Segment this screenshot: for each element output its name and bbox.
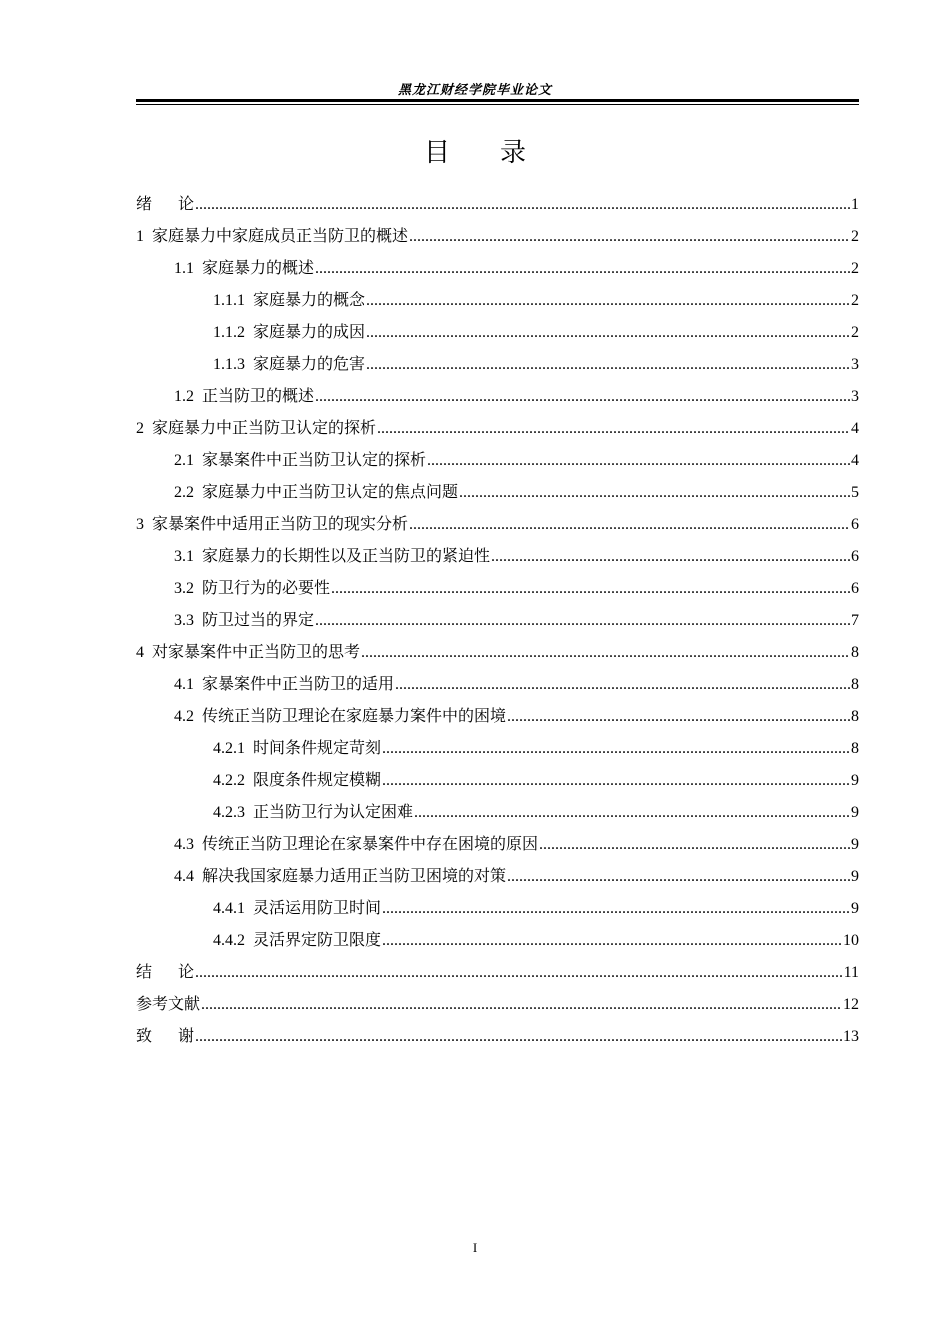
toc-leader-dots <box>382 765 850 796</box>
toc-entry-label: 家庭暴力的概念 <box>253 290 366 309</box>
toc-entry[interactable] <box>136 348 859 380</box>
toc-entry-number: 4.3 <box>174 836 194 853</box>
toc-entry-label: 家暴案件中正当防卫的适用 <box>202 674 395 693</box>
toc-entry[interactable] <box>136 540 859 572</box>
toc-entry-label: 正当防卫行为认定困难 <box>253 802 414 821</box>
toc-entry-number: 1.1 <box>174 260 194 277</box>
toc-entry-page: 4 <box>851 420 859 437</box>
toc-entry-page: 2 <box>851 228 859 245</box>
toc-entry-number: 1.1.3 <box>213 356 245 373</box>
toc-entry-label: 绪论 <box>136 194 221 213</box>
toc-entry-number: 4.4.1 <box>213 900 245 917</box>
toc-entry-page: 9 <box>851 900 859 917</box>
header-rule-thin <box>136 104 859 105</box>
toc-entry-label: 家庭暴力中正当防卫认定的焦点问题 <box>202 482 459 501</box>
toc-leader-dots <box>366 349 850 380</box>
toc-entry[interactable] <box>136 700 859 732</box>
toc-entry-page: 7 <box>851 612 859 629</box>
toc-entry-page: 4 <box>851 452 859 469</box>
toc-leader-dots <box>315 381 850 412</box>
toc-leader-dots <box>382 925 842 956</box>
toc-entry-label: 灵活运用防卫时间 <box>253 898 382 917</box>
toc-entry[interactable] <box>136 284 859 316</box>
toc-entry-number: 4.2 <box>174 708 194 725</box>
toc-entry[interactable] <box>136 572 859 604</box>
toc-leader-dots <box>361 637 850 668</box>
toc-entry-number: 4.2.2 <box>213 772 245 789</box>
toc-entry[interactable] <box>136 444 859 476</box>
toc-leader-dots <box>195 1021 842 1052</box>
toc-entry[interactable] <box>136 316 859 348</box>
toc-entry[interactable] <box>136 188 859 220</box>
toc-entry[interactable] <box>136 412 859 444</box>
toc-entry-page: 5 <box>851 484 859 501</box>
toc-entry-label: 传统正当防卫理论在家暴案件中存在困境的原因 <box>202 834 539 853</box>
toc-entry-page: 9 <box>851 836 859 853</box>
toc-entry[interactable] <box>136 828 859 860</box>
toc-entry-page: 13 <box>843 1028 859 1045</box>
toc-leader-dots <box>366 285 850 316</box>
toc-entry-page: 9 <box>851 772 859 789</box>
toc-entry-number: 2 <box>136 420 144 437</box>
toc-leader-dots <box>331 573 850 604</box>
toc-entry-page: 2 <box>851 292 859 309</box>
toc-entry[interactable] <box>136 764 859 796</box>
toc-leader-dots <box>201 989 842 1020</box>
toc-entry-label: 家庭暴力的成因 <box>253 322 366 341</box>
toc-entry-label: 致谢 <box>136 1026 221 1045</box>
toc-entry[interactable] <box>136 380 859 412</box>
toc-entry-page: 1 <box>851 196 859 213</box>
toc-entry-page: 8 <box>851 708 859 725</box>
toc-leader-dots <box>491 541 850 572</box>
toc-entry-number: 4 <box>136 644 144 661</box>
toc-leader-dots <box>395 669 850 700</box>
toc-entry-number: 4.4 <box>174 868 194 885</box>
toc-entry-number: 3.1 <box>174 548 194 565</box>
running-header-title: 黑龙江财经学院毕业论文 <box>397 83 552 98</box>
toc-leader-dots <box>459 477 850 508</box>
toc-entry[interactable] <box>136 604 859 636</box>
toc-entry-label: 解决我国家庭暴力适用正当防卫困境的对策 <box>202 866 507 885</box>
toc-leader-dots <box>427 445 850 476</box>
toc-entry[interactable] <box>136 1020 859 1052</box>
toc-entry-number: 3 <box>136 516 144 533</box>
toc-entry[interactable] <box>136 860 859 892</box>
toc-entry-page: 3 <box>851 356 859 373</box>
toc-leader-dots <box>409 221 850 252</box>
toc-entry[interactable] <box>136 956 859 988</box>
toc-entry-page: 2 <box>851 260 859 277</box>
toc-entry-page: 6 <box>851 548 859 565</box>
toc-entry-number: 3.2 <box>174 580 194 597</box>
toc-entry-label: 家庭暴力的概述 <box>202 258 315 277</box>
toc-entry-page: 8 <box>851 644 859 661</box>
toc-entry-number: 4.2.1 <box>213 740 245 757</box>
toc-leader-dots <box>539 829 850 860</box>
toc-entry-number: 1.1.2 <box>213 324 245 341</box>
toc-entry-label: 传统正当防卫理论在家庭暴力案件中的困境 <box>202 706 507 725</box>
toc-entry-page: 2 <box>851 324 859 341</box>
toc-heading-right: 录 <box>500 138 527 168</box>
toc-leader-dots <box>315 605 850 636</box>
toc-leader-dots <box>382 733 850 764</box>
toc-entry-label: 参考文献 <box>136 994 201 1013</box>
toc-leader-dots <box>409 509 850 540</box>
table-of-contents <box>136 188 859 1052</box>
toc-entry[interactable] <box>136 796 859 828</box>
toc-leader-dots <box>507 701 850 732</box>
toc-entry[interactable] <box>136 508 859 540</box>
toc-entry-label: 灵活界定防卫限度 <box>253 930 382 949</box>
toc-entry-label: 结论 <box>136 962 221 981</box>
toc-entry-page: 10 <box>843 932 859 949</box>
toc-entry-number: 2.1 <box>174 452 194 469</box>
toc-leader-dots <box>195 957 843 988</box>
toc-entry-number: 1.2 <box>174 388 194 405</box>
toc-entry[interactable] <box>136 636 859 668</box>
toc-entry[interactable] <box>136 668 859 700</box>
toc-entry-label: 时间条件规定苛刻 <box>253 738 382 757</box>
toc-entry[interactable] <box>136 988 859 1020</box>
toc-entry-label: 正当防卫的概述 <box>202 386 315 405</box>
toc-entry-label: 家庭暴力的长期性以及正当防卫的紧迫性 <box>202 546 491 565</box>
toc-entry-number: 1.1.1 <box>213 292 245 309</box>
toc-entry-page: 9 <box>851 868 859 885</box>
toc-entry-label: 限度条件规定模糊 <box>253 770 382 789</box>
toc-leader-dots <box>382 893 850 924</box>
toc-heading <box>0 132 950 169</box>
toc-leader-dots <box>315 253 850 284</box>
toc-entry-number: 1 <box>136 228 144 245</box>
toc-entry-number: 4.4.2 <box>213 932 245 949</box>
toc-entry-label: 对家暴案件中正当防卫的思考 <box>152 642 361 661</box>
toc-entry-number: 2.2 <box>174 484 194 501</box>
toc-leader-dots <box>195 189 850 220</box>
toc-entry-label: 家暴案件中适用正当防卫的现实分析 <box>152 514 409 533</box>
toc-entry-page: 6 <box>851 516 859 533</box>
toc-entry-label: 防卫过当的界定 <box>202 610 315 629</box>
toc-leader-dots <box>507 861 850 892</box>
toc-heading-left: 目 <box>423 138 450 168</box>
toc-entry-label: 家庭暴力中正当防卫认定的探析 <box>152 418 377 437</box>
toc-entry-page: 11 <box>843 964 859 981</box>
toc-entry-page: 12 <box>843 996 859 1013</box>
toc-entry-page: 8 <box>851 740 859 757</box>
toc-entry[interactable] <box>136 924 859 956</box>
toc-entry-number: 4.2.3 <box>213 804 245 821</box>
toc-leader-dots <box>366 317 850 348</box>
toc-entry[interactable] <box>136 732 859 764</box>
toc-entry-page: 8 <box>851 676 859 693</box>
toc-entry[interactable] <box>136 476 859 508</box>
toc-entry-page: 9 <box>851 804 859 821</box>
toc-entry-page: 3 <box>851 388 859 405</box>
toc-entry-label: 家暴案件中正当防卫认定的探析 <box>202 450 427 469</box>
toc-leader-dots <box>414 797 850 828</box>
toc-entry-label: 家庭暴力的危害 <box>253 354 366 373</box>
toc-entry-label: 家庭暴力中家庭成员正当防卫的概述 <box>152 226 409 245</box>
toc-entry[interactable] <box>136 252 859 284</box>
toc-entry[interactable] <box>136 892 859 924</box>
header-rule-thick <box>136 99 859 102</box>
toc-entry-label: 防卫行为的必要性 <box>202 578 331 597</box>
footer-page-number: I <box>472 1240 478 1255</box>
toc-entry[interactable] <box>136 220 859 252</box>
toc-entry-page: 6 <box>851 580 859 597</box>
toc-entry-number: 4.1 <box>174 676 194 693</box>
toc-leader-dots <box>377 413 850 444</box>
toc-entry-number: 3.3 <box>174 612 194 629</box>
